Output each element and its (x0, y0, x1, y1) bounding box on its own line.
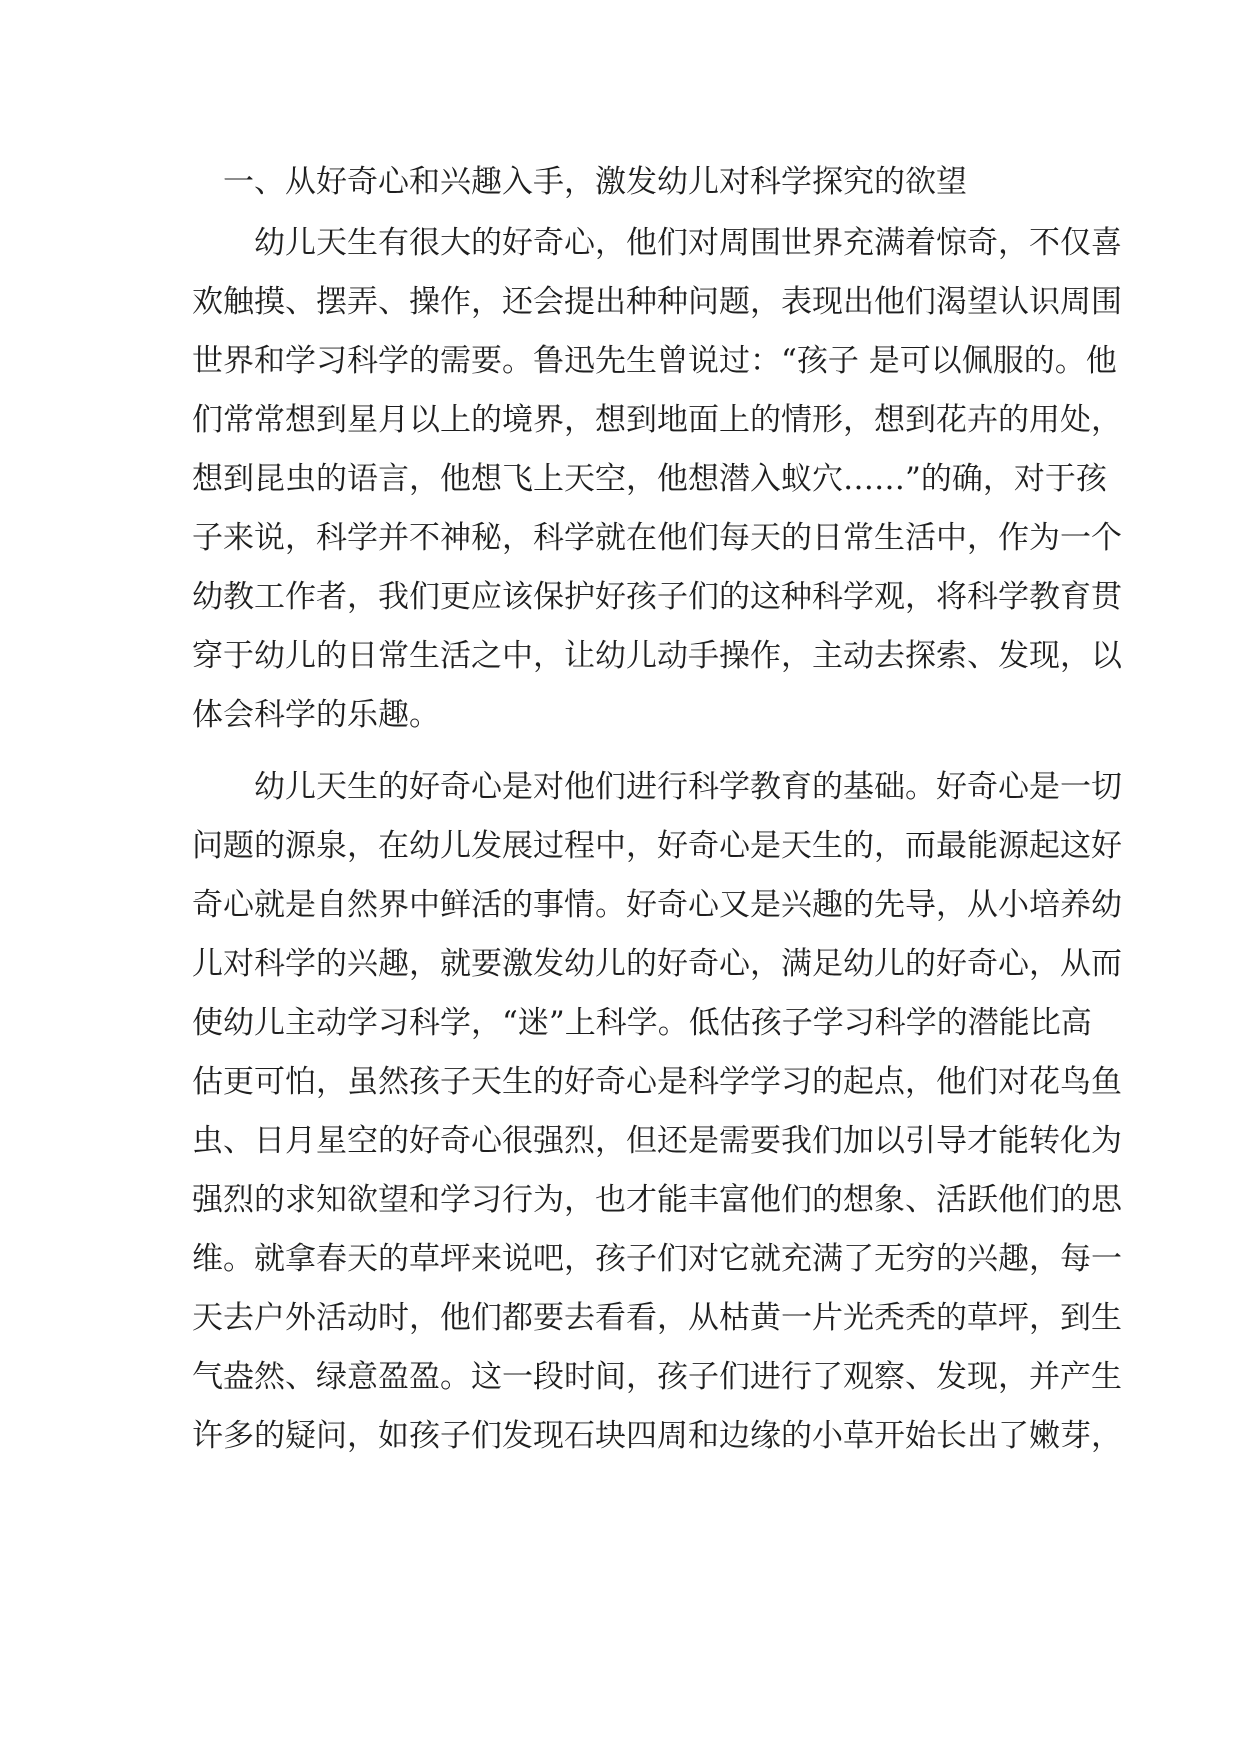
text-line: 使幼儿主动学习科学，“迷”上科学。低估孩子学习科学的潜能比高 (192, 1005, 1092, 1041)
text-line: 儿对科学的兴趣，就要激发幼儿的好奇心，满足幼儿的好奇心，从而 (192, 946, 1122, 982)
text-line: 估更可怕，虽然孩子天生的好奇心是科学学习的起点，他们对花鸟鱼 (192, 1064, 1122, 1100)
text-line: 幼儿天生的好奇心是对他们进行科学教育的基础。好奇心是一切 (192, 769, 1122, 805)
text-line: 欢触摸、摆弄、操作，还会提出种种问题，表现出他们渴望认识周围 (192, 284, 1122, 320)
text-line: 天去户外活动时，他们都要去看看，从枯黄一片光秃秃的草坪，到生 (192, 1300, 1122, 1336)
text-line: 幼儿天生有很大的好奇心，他们对周围世界充满着惊奇，不仅喜 (192, 225, 1122, 261)
text-line: 穿于幼儿的日常生活之中，让幼儿动手操作，主动去探索、发现，以 (192, 638, 1122, 674)
text-line: 子来说，科学并不神秘，科学就在他们每天的日常生活中，作为一个 (192, 520, 1122, 556)
text-line: 许多的疑问，如孩子们发现石块四周和边缘的小草开始长出了嫩芽， (192, 1418, 1122, 1454)
section-heading: 一、从好奇心和兴趣入手，激发幼儿对科学探究的欲望 (192, 164, 967, 200)
text-line: 奇心就是自然界中鲜活的事情。好奇心又是兴趣的先导，从小培养幼 (192, 887, 1122, 923)
text-line: 们常常想到星月以上的境界，想到地面上的情形，想到花卉的用处， (192, 402, 1122, 438)
text-line: 气盎然、绿意盈盈。这一段时间，孩子们进行了观察、发现，并产生 (192, 1359, 1122, 1395)
text-line: 虫、日月星空的好奇心很强烈，但还是需要我们加以引导才能转化为 (192, 1123, 1122, 1159)
text-line: 维。就拿春天的草坪来说吧，孩子们对它就充满了无穷的兴趣，每一 (192, 1241, 1122, 1277)
text-line: 体会科学的乐趣。 (192, 697, 440, 733)
text-line: 幼教工作者，我们更应该保护好孩子们的这种科学观，将科学教育贯 (192, 579, 1122, 615)
text-line: 强烈的求知欲望和学习行为，也才能丰富他们的想象、活跃他们的思 (192, 1182, 1122, 1218)
text-line: 世界和学习科学的需要。鲁迅先生曾说过：“孩子 是可以佩服的。他 (192, 343, 1117, 379)
text-line: 问题的源泉，在幼儿发展过程中，好奇心是天生的，而最能源起这好 (192, 828, 1122, 864)
text-line: 想到昆虫的语言，他想飞上天空，他想潜入蚁穴……”的确，对于孩 (192, 461, 1107, 497)
